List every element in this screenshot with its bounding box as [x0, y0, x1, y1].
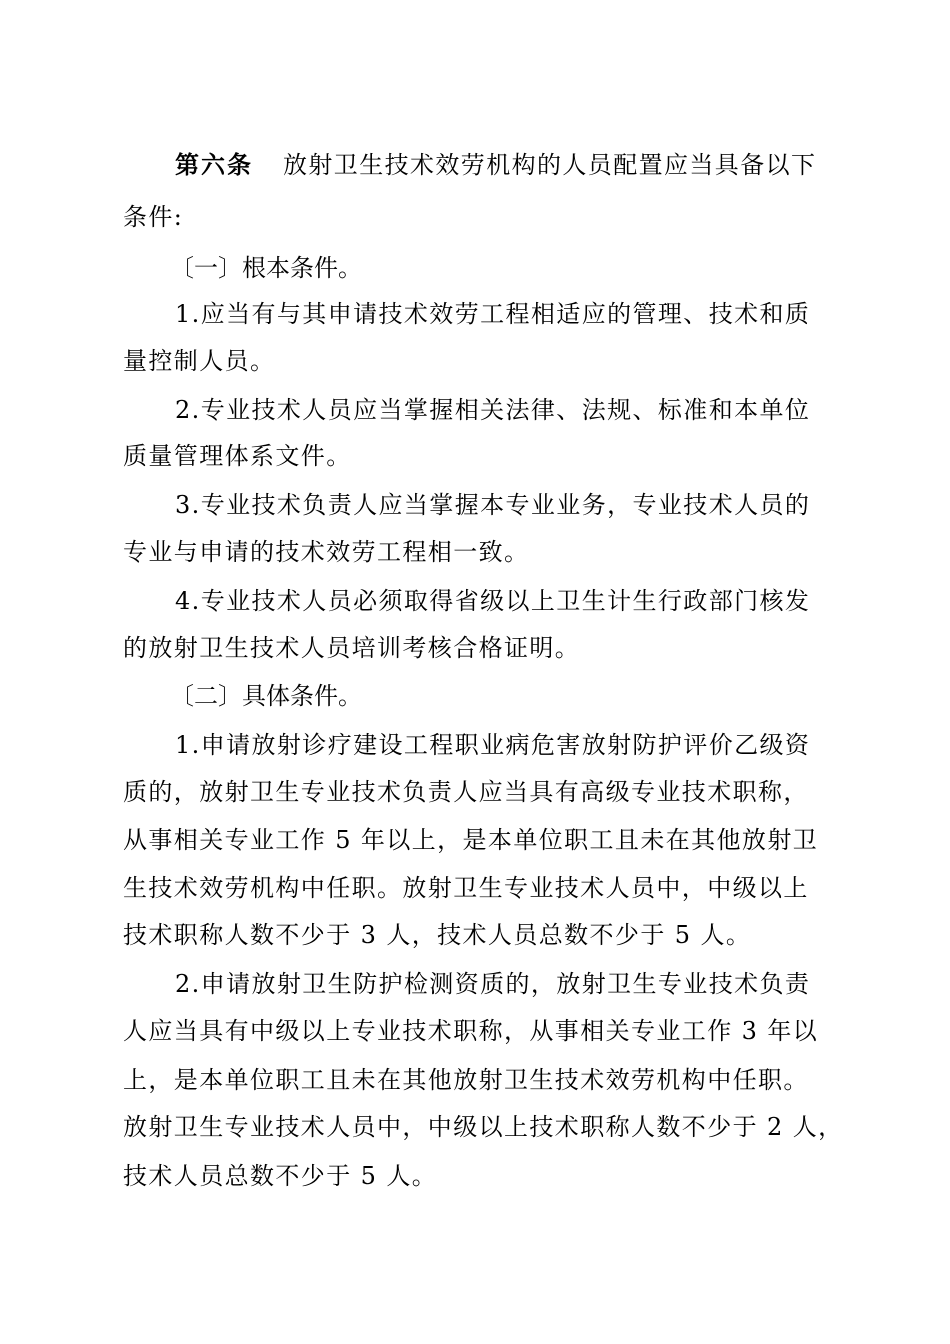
section-two-item-1-cont-3: 生技术效劳机构中任职。放射卫生专业技术人员中，中级以上 — [123, 874, 809, 902]
article-heading-text: 放射卫生技术效劳机构的人员配置应当具备以下 — [283, 151, 817, 179]
section-two-item-1-cont-2: 从事相关专业工作 5 年以上，是本单位职工且未在其他放射卫 — [123, 826, 819, 854]
section-one-item-3-cont: 专业与申请的技术效劳工程相一致。 — [123, 538, 530, 566]
section-two-item-2-cont-3: 放射卫生专业技术人员中，中级以上技术职称人数不少于 2 人， — [123, 1113, 844, 1141]
section-two-item-1: 1.申请放射诊疗建设工程职业病危害放射防护评价乙级资 — [175, 731, 811, 759]
section-one-item-1-cont: 量控制人员。 — [123, 347, 276, 375]
section-one-item-2: 2.专业技术人员应当掌握相关法律、法规、标准和本单位 — [175, 396, 811, 424]
section-one-item-4: 4.专业技术人员必须取得省级以上卫生计生行政部门核发 — [175, 587, 811, 615]
article-heading — [175, 149, 816, 181]
section-one-item-1: 1.应当有与其申请技术效劳工程相适应的管理、技术和质 — [175, 300, 811, 328]
section-one-item-4-cont: 的放射卫生技术人员培训考核合格证明。 — [123, 634, 581, 662]
section-two-item-2-cont-2: 上，是本单位职工且未在其他放射卫生技术效劳机构中任职。 — [123, 1066, 809, 1094]
section-one-item-2-cont: 质量管理体系文件。 — [123, 442, 352, 470]
section-two-item-2-cont-4: 技术人员总数不少于 5 人。 — [123, 1162, 438, 1190]
section-one-item-3: 3.专业技术负责人应当掌握本专业业务，专业技术人员的 — [175, 491, 811, 519]
article-heading-continuation: 条件: — [123, 203, 184, 231]
section-two-item-2-cont-1: 人应当具有中级以上专业技术职称，从事相关专业工作 3 年以 — [123, 1017, 819, 1045]
section-two-item-1-cont-4: 技术职称人数不少于 3 人，技术人员总数不少于 5 人。 — [123, 921, 752, 949]
section-two-item-2: 2.申请放射卫生防护检测资质的，放射卫生专业技术负责 — [175, 970, 811, 998]
section-one-title: 〔一〕根本条件。 — [170, 254, 362, 282]
section-two-item-1-cont-1: 质的，放射卫生专业技术负责人应当具有高级专业技术职称， — [123, 778, 809, 806]
section-two-title: 〔二〕具体条件。 — [170, 682, 362, 710]
article-label: 第六条 — [175, 150, 253, 179]
